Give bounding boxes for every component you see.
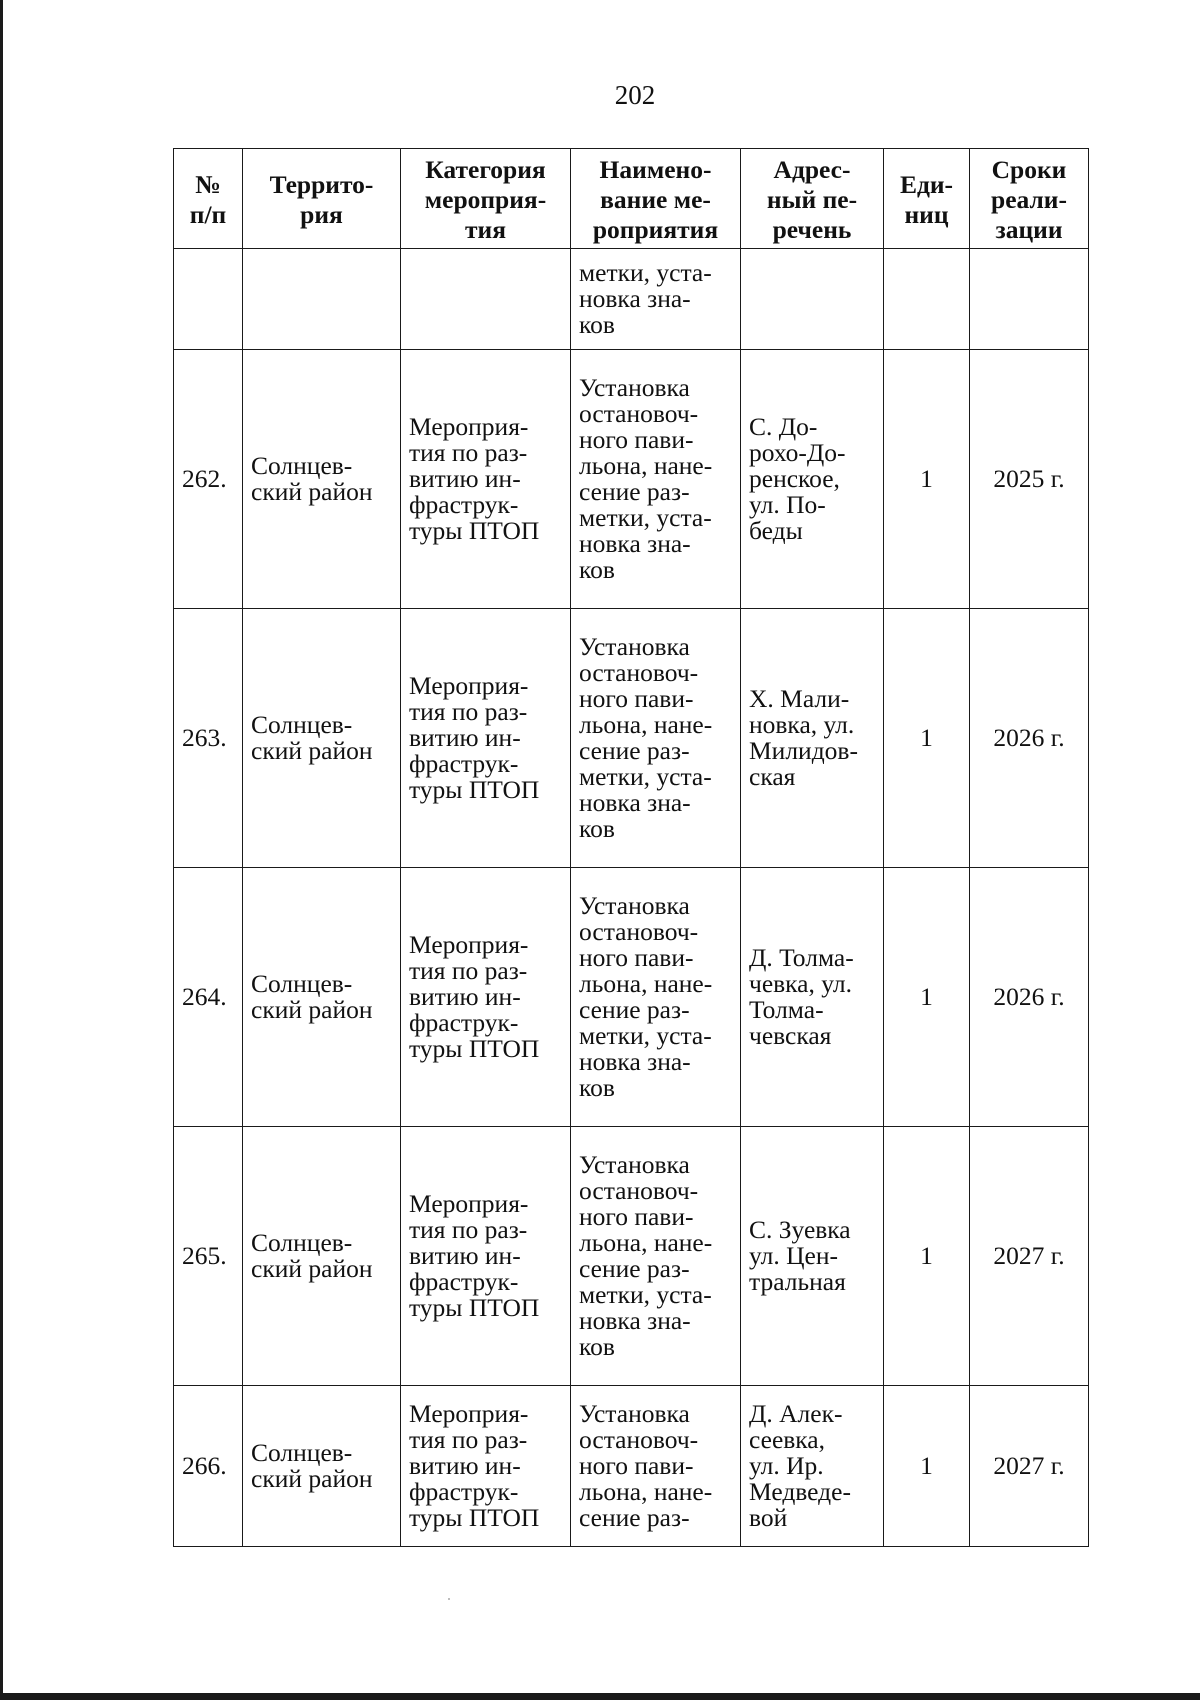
cell-territory <box>243 249 401 350</box>
cell-territory: Солнцев- ский район <box>243 609 401 868</box>
cell-period: 2025 г. <box>970 350 1089 609</box>
cell-units: 1 <box>884 868 970 1127</box>
cell-units: 1 <box>884 609 970 868</box>
events-table <box>173 148 1089 1547</box>
cell-units <box>884 249 970 350</box>
cell-category: Мероприя- тия по раз- витию ин- фраструк- туры ПТОП <box>401 868 571 1127</box>
header-period: Сроки реали- зации <box>970 149 1089 249</box>
cell-event-name: метки, уста- новка зна- ков <box>571 249 741 350</box>
table-row <box>174 1386 1089 1547</box>
cell-address: Д. Алек- сеевка, ул. Ир. Медведе- вой <box>741 1386 884 1547</box>
table-row <box>174 609 1089 868</box>
cell-number <box>174 249 243 350</box>
cell-event-name: Установка остановоч- ного пави- льона, нане- сение раз- <box>571 1386 741 1547</box>
cell-number: 265. <box>174 1127 243 1386</box>
cell-period: 2027 г. <box>970 1386 1089 1547</box>
cell-category: Мероприя- тия по раз- витию ин- фраструк- туры ПТОП <box>401 609 571 868</box>
cell-territory: Солнцев- ский район <box>243 1386 401 1547</box>
cell-number: 262. <box>174 350 243 609</box>
cell-address <box>741 249 884 350</box>
cell-territory: Солнцев- ский район <box>243 868 401 1127</box>
cell-category: Мероприя- тия по раз- витию ин- фраструк- туры ПТОП <box>401 1386 571 1547</box>
header-address: Адрес- ный пе- речень <box>741 149 884 249</box>
cell-event-name: Установка остановоч- ного пави- льона, нане- сение раз- метки, уста- новка зна- ков <box>571 868 741 1127</box>
cell-category <box>401 249 571 350</box>
cell-address: С. Зуевка ул. Цен- тральная <box>741 1127 884 1386</box>
table-header-row <box>174 149 1089 249</box>
cell-units: 1 <box>884 1386 970 1547</box>
cell-number: 263. <box>174 609 243 868</box>
cell-address: Х. Мали- новка, ул. Милидов- ская <box>741 609 884 868</box>
header-number: № п/п <box>174 149 243 249</box>
table-row-continuation <box>174 249 1089 350</box>
header-territory: Террито- рия <box>243 149 401 249</box>
header-event-name: Наимено- вание ме- роприятия <box>571 149 741 249</box>
cell-units: 1 <box>884 350 970 609</box>
cell-address: Д. Толма- чевка, ул. Толма- чевская <box>741 868 884 1127</box>
scan-speck <box>448 1598 450 1600</box>
table-row <box>174 350 1089 609</box>
cell-period: 2027 г. <box>970 1127 1089 1386</box>
cell-category: Мероприя- тия по раз- витию ин- фраструк- туры ПТОП <box>401 1127 571 1386</box>
cell-event-name: Установка остановоч- ного пави- льона, нане- сение раз- метки, уста- новка зна- ков <box>571 1127 741 1386</box>
scan-border-left <box>0 0 3 1700</box>
cell-period: 2026 г. <box>970 609 1089 868</box>
page-number: 202 <box>614 80 656 110</box>
table-row <box>174 1127 1089 1386</box>
cell-number: 266. <box>174 1386 243 1547</box>
cell-territory: Солнцев- ский район <box>243 350 401 609</box>
scan-border-bottom <box>0 1693 1200 1700</box>
cell-event-name: Установка остановоч- ного пави- льона, нане- сение раз- метки, уста- новка зна- ков <box>571 609 741 868</box>
header-category: Категория мероприя- тия <box>401 149 571 249</box>
table-row <box>174 868 1089 1127</box>
cell-territory: Солнцев- ский район <box>243 1127 401 1386</box>
cell-number: 264. <box>174 868 243 1127</box>
cell-event-name: Установка остановоч- ного пави- льона, нане- сение раз- метки, уста- новка зна- ков <box>571 350 741 609</box>
cell-address: С. До- рохо-До- ренское, ул. По- беды <box>741 350 884 609</box>
cell-period <box>970 249 1089 350</box>
cell-category: Мероприя- тия по раз- витию ин- фраструк- туры ПТОП <box>401 350 571 609</box>
cell-units: 1 <box>884 1127 970 1386</box>
cell-period: 2026 г. <box>970 868 1089 1127</box>
header-units: Еди- ниц <box>884 149 970 249</box>
